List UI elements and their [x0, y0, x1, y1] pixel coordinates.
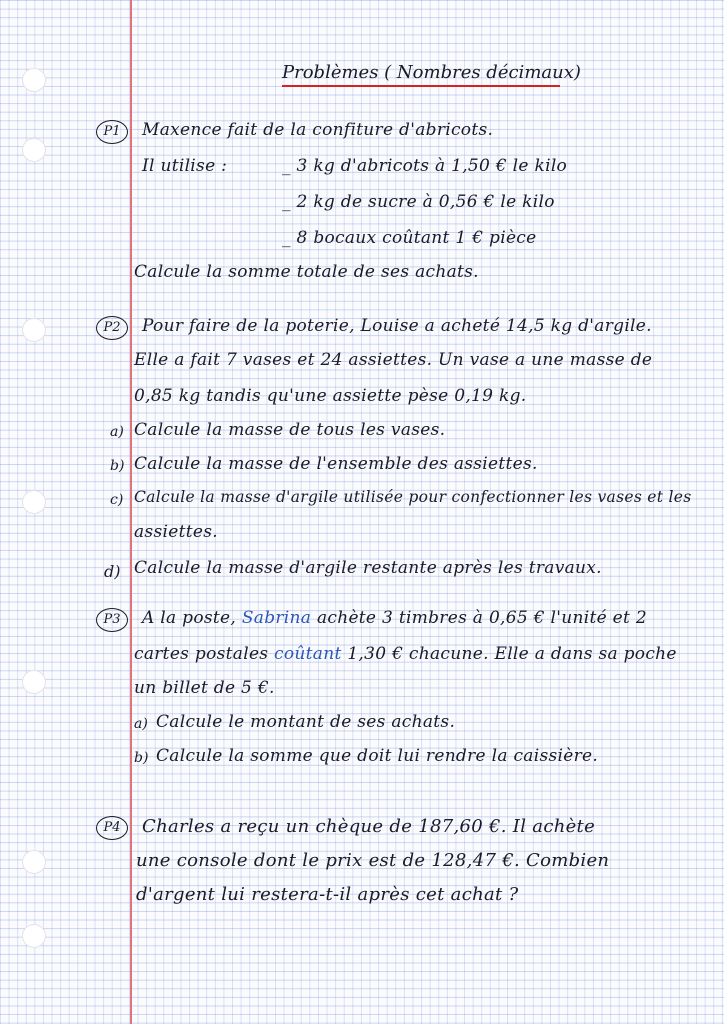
question-text: Calcule la masse d'argile restante après les travaux.: [134, 558, 602, 578]
problem-label: P3: [96, 608, 128, 632]
question-letter: a): [110, 424, 124, 440]
problem-label: P2: [96, 316, 128, 340]
question-text: assiettes.: [134, 522, 218, 542]
problem-text: Charles a reçu un chèque de 187,60 €. Il achète: [142, 816, 596, 837]
question-text: Calcule la masse d'argile utilisée pour confectionner les vases et les: [134, 488, 692, 506]
question-letter: b): [110, 458, 125, 474]
problem-text: Elle a fait 7 vases et 24 assiettes. Un vase a une masse de: [134, 350, 653, 370]
problem-text: Calcule la somme totale de ses achats.: [134, 262, 479, 282]
problem-label: P4: [96, 816, 128, 840]
text-segment: achète 3 timbres à 0,65 € l'unité et 2: [311, 608, 647, 628]
title-block: [282, 62, 582, 87]
problem-label: P1: [96, 120, 128, 144]
problem-text: Maxence fait de la confiture d'abricots.: [142, 120, 494, 140]
text-segment: 1,30 € chacune. Elle a dans sa poche: [341, 644, 677, 664]
problem-text: Pour faire de la poterie, Louise a acheté 14,5 kg d'argile.: [142, 316, 652, 336]
problem-text: [142, 608, 647, 628]
problem-text: 0,85 kg tandis qu'une assiette pèse 0,19 kg.: [134, 386, 527, 406]
highlighted-name: Sabrina: [241, 608, 312, 628]
question-text: Calcule la somme que doit lui rendre la caissière.: [156, 746, 599, 766]
problem-text: une console dont le prix est de 128,47 €. Combien: [136, 850, 610, 871]
problem-text: Il utilise :: [142, 156, 228, 176]
question-letter: c): [110, 492, 124, 508]
question-text: Calcule le montant de ses achats.: [156, 712, 456, 732]
problem-text: _ 8 bocaux coûtant 1 € pièce: [282, 228, 537, 248]
text-segment: cartes postales: [134, 644, 275, 664]
title-underline: [282, 85, 560, 87]
problem-text: _ 3 kg d'abricots à 1,50 € le kilo: [282, 156, 568, 176]
page-title: Problèmes ( Nombres décimaux): [282, 62, 581, 83]
highlighted-word: coûtant: [274, 644, 342, 664]
question-letter: a): [134, 716, 148, 732]
problem-text: _ 2 kg de sucre à 0,56 € le kilo: [282, 192, 555, 212]
problem-text: un billet de 5 €.: [134, 678, 275, 698]
question-letter: d): [104, 562, 121, 581]
question-letter: b): [134, 750, 149, 766]
question-text: Calcule la masse de l'ensemble des assiettes.: [134, 454, 538, 474]
question-text: Calcule la masse de tous les vases.: [134, 420, 446, 440]
problem-text: [134, 644, 677, 664]
text-segment: A la poste,: [142, 608, 242, 628]
problem-text: d'argent lui restera-t-il après cet achat ?: [136, 884, 519, 905]
